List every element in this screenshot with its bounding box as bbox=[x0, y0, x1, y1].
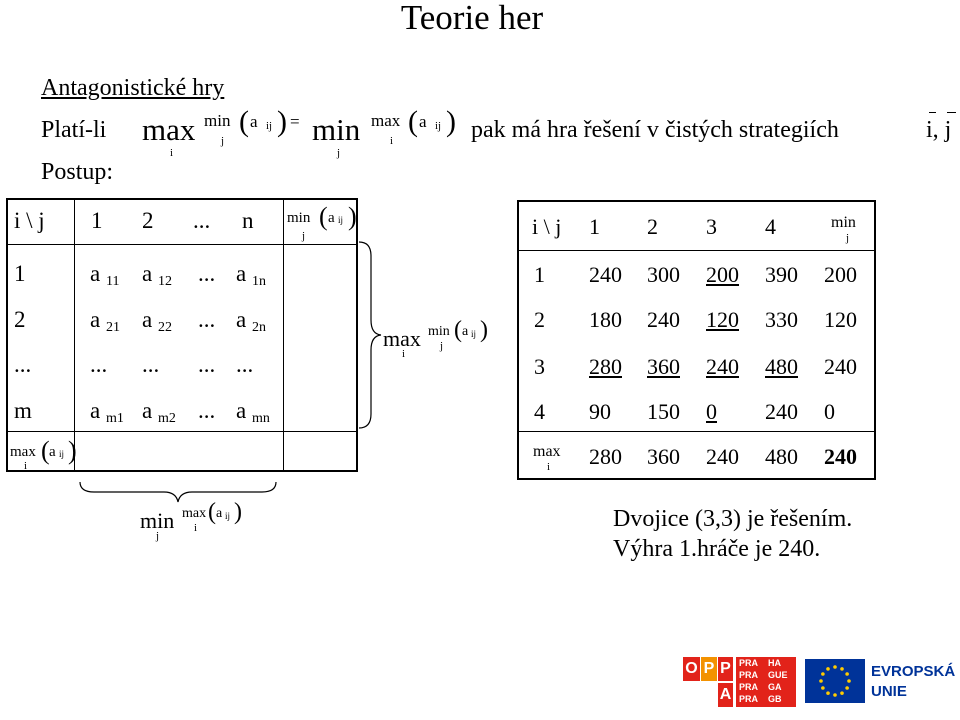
cell bbox=[142, 307, 172, 341]
col-max: 240 bbox=[706, 444, 739, 469]
eu-star bbox=[833, 693, 837, 697]
condition-text: pak má hra řešení v čistých strategiích bbox=[471, 117, 839, 143]
eu-star bbox=[833, 665, 837, 669]
praha-text: PRA bbox=[739, 670, 759, 680]
praha-text: GB bbox=[768, 694, 782, 704]
header-cell: 1 bbox=[91, 208, 103, 233]
header-cell: 2 bbox=[647, 214, 658, 239]
eu-star bbox=[845, 686, 849, 690]
praha-text: PRA bbox=[739, 694, 759, 704]
eu-star bbox=[847, 679, 851, 683]
eu-text: UNIE bbox=[871, 683, 907, 700]
row-index: ... bbox=[14, 352, 32, 377]
cell: ... bbox=[90, 352, 108, 377]
header-cell: ... bbox=[193, 208, 211, 233]
cell: 390 bbox=[765, 262, 798, 287]
formula-min-small: min bbox=[204, 111, 231, 130]
eu-star bbox=[821, 672, 825, 676]
min-index: j bbox=[302, 230, 306, 242]
cell: 240 bbox=[589, 262, 622, 287]
min-word: min bbox=[428, 324, 450, 339]
a-symbol: a bbox=[328, 210, 335, 226]
formula-min-index: j bbox=[221, 135, 225, 147]
cell bbox=[142, 398, 176, 432]
game-value: 240 bbox=[824, 444, 857, 469]
max-label: max bbox=[533, 443, 561, 460]
eu-star bbox=[826, 667, 830, 671]
row-min: 0 bbox=[824, 399, 835, 424]
formula-min-index2: j bbox=[337, 147, 341, 159]
bar-j bbox=[947, 112, 956, 113]
max-word: max bbox=[182, 506, 207, 521]
cell-value: a bbox=[236, 307, 247, 332]
oppa-letter: P bbox=[718, 657, 733, 681]
a-symbol: a bbox=[49, 444, 56, 460]
result-payoff: Výhra 1.hráče je 240. bbox=[613, 536, 821, 562]
praha-text: PRA bbox=[739, 658, 759, 668]
a-index: ij bbox=[225, 511, 231, 521]
cell-value: a bbox=[142, 261, 153, 286]
oppa-letter: P bbox=[701, 657, 717, 681]
eu-star bbox=[821, 686, 825, 690]
row-index: 2 bbox=[534, 307, 545, 332]
formula-min: min bbox=[312, 112, 361, 147]
cell-row-min: 200 bbox=[706, 262, 739, 287]
cell-col-max: 280 bbox=[589, 354, 622, 379]
a-symbol: a bbox=[216, 506, 223, 521]
condition-label: Platí-li bbox=[41, 117, 107, 143]
bar-i bbox=[929, 112, 936, 113]
general-payoff-table bbox=[6, 198, 358, 472]
eu-star bbox=[826, 691, 830, 695]
col-max: 280 bbox=[589, 444, 622, 469]
cell: 180 bbox=[589, 307, 622, 332]
pure-strategies-label: i, j bbox=[926, 117, 952, 143]
praha-logo bbox=[736, 657, 796, 707]
divider bbox=[283, 200, 284, 470]
formula-lparen: ( bbox=[239, 105, 249, 138]
cell-sub: m2 bbox=[157, 411, 176, 426]
col-max-formula bbox=[10, 436, 77, 472]
min-header-index: j bbox=[846, 232, 850, 244]
max-index: i bbox=[402, 348, 406, 360]
lparen: ( bbox=[454, 317, 462, 343]
cell-sub: 12 bbox=[157, 274, 172, 289]
eu-star bbox=[819, 679, 823, 683]
cell-value: a bbox=[90, 398, 101, 423]
cell bbox=[90, 261, 119, 295]
cell-value: a bbox=[90, 307, 101, 332]
row-index: 2 bbox=[14, 307, 26, 332]
min-index: j bbox=[440, 340, 444, 352]
a-index: ij bbox=[471, 329, 477, 339]
cell: 150 bbox=[647, 399, 680, 424]
max-word: max bbox=[383, 326, 421, 351]
praha-text: GA bbox=[768, 682, 782, 692]
cell-saddle-point: 240 bbox=[706, 354, 739, 379]
cell: 240 bbox=[765, 399, 798, 424]
praha-text: PRA bbox=[739, 682, 759, 692]
row-index: 1 bbox=[14, 261, 26, 286]
rparen: ) bbox=[348, 202, 357, 231]
max-word: max bbox=[10, 444, 36, 460]
oppa-letter: O bbox=[683, 657, 700, 681]
formula-max: max bbox=[142, 112, 196, 147]
oppa-letter: A bbox=[718, 683, 733, 707]
cell-sub: 2n bbox=[251, 320, 266, 335]
header-cell: n bbox=[242, 208, 254, 233]
formula-max-index: i bbox=[170, 147, 174, 159]
cell-col-max: 480 bbox=[765, 354, 798, 379]
row-min-formula bbox=[287, 204, 357, 242]
header-cell: 3 bbox=[706, 214, 717, 239]
cell-value: a bbox=[90, 261, 101, 286]
lparen: ( bbox=[208, 499, 216, 525]
cell-row-min: 0 bbox=[706, 399, 717, 424]
cell-sub: 11 bbox=[105, 274, 120, 289]
cell: ... bbox=[198, 261, 216, 286]
formula-max-small: max bbox=[371, 111, 401, 130]
praha-text: HA bbox=[768, 658, 781, 668]
rparen: ) bbox=[480, 317, 488, 343]
cell: ... bbox=[198, 307, 216, 332]
section-heading: Antagonistické hry bbox=[41, 75, 225, 101]
formula-a: a bbox=[250, 112, 258, 131]
lparen: ( bbox=[319, 202, 328, 231]
cell: 330 bbox=[765, 307, 798, 332]
oppa-logo bbox=[683, 657, 733, 707]
procedure-label: Postup: bbox=[41, 159, 114, 185]
formula-a-index: ij bbox=[266, 120, 273, 132]
cell-value: a bbox=[142, 307, 153, 332]
eu-star bbox=[840, 667, 844, 671]
row-index: 3 bbox=[534, 354, 545, 379]
min-header: min bbox=[831, 214, 856, 231]
a-index: ij bbox=[59, 449, 65, 459]
praha-text: GUE bbox=[768, 670, 788, 680]
row-index: 1 bbox=[534, 262, 545, 287]
col-max: 360 bbox=[647, 444, 680, 469]
maximin-formula bbox=[383, 318, 493, 362]
right-brace bbox=[355, 240, 385, 430]
cell-value: a bbox=[142, 398, 153, 423]
divider bbox=[74, 200, 75, 470]
formula-a2: a bbox=[419, 112, 427, 131]
a-index: ij bbox=[338, 215, 344, 225]
cell bbox=[236, 398, 270, 432]
row-min: 120 bbox=[824, 307, 857, 332]
formula-max-index2: i bbox=[390, 135, 394, 147]
cell-value: a bbox=[236, 398, 247, 423]
header-cell: 4 bbox=[765, 214, 776, 239]
header-cell: i \ j bbox=[532, 214, 562, 239]
cell-value: a bbox=[236, 261, 247, 286]
divider bbox=[519, 250, 874, 251]
cell bbox=[90, 307, 120, 341]
row-min: 200 bbox=[824, 262, 857, 287]
cell bbox=[142, 261, 172, 295]
cell-row-min: 120 bbox=[706, 307, 739, 332]
divider bbox=[519, 431, 874, 432]
row-min: 240 bbox=[824, 354, 857, 379]
header-cell: 1 bbox=[589, 214, 600, 239]
result-solution: Dvojice (3,3) je řešením. bbox=[613, 506, 853, 532]
header-cell: 2 bbox=[142, 208, 154, 233]
cell: 240 bbox=[647, 307, 680, 332]
formula-rparen: ) bbox=[277, 105, 287, 138]
min-index: j bbox=[156, 530, 160, 542]
cell-col-max: 360 bbox=[647, 354, 680, 379]
max-index: i bbox=[194, 522, 198, 534]
col-max: 480 bbox=[765, 444, 798, 469]
eu-star bbox=[840, 691, 844, 695]
minimax-bottom-formula bbox=[140, 500, 250, 544]
max-index: i bbox=[24, 460, 28, 472]
cell bbox=[90, 398, 124, 432]
divider bbox=[8, 431, 356, 432]
cell: ... bbox=[198, 398, 216, 423]
cell-sub: 21 bbox=[105, 320, 120, 335]
divider bbox=[8, 244, 356, 245]
row-index: 4 bbox=[534, 399, 545, 424]
lparen: ( bbox=[41, 436, 50, 465]
cell: 90 bbox=[589, 399, 611, 424]
cell bbox=[236, 307, 266, 341]
cell: 300 bbox=[647, 262, 680, 287]
min-word: min bbox=[287, 210, 311, 226]
cell: ... bbox=[236, 352, 254, 377]
formula-equals: = bbox=[290, 112, 300, 131]
rparen: ) bbox=[68, 436, 77, 465]
rparen: ) bbox=[234, 499, 242, 525]
cell: ... bbox=[198, 352, 216, 377]
cell-sub: mn bbox=[251, 411, 270, 426]
row-index: m bbox=[14, 398, 32, 423]
formula-lparen2: ( bbox=[408, 105, 418, 138]
cell-sub: 22 bbox=[157, 320, 172, 335]
header-cell: i \ j bbox=[14, 208, 45, 233]
min-word: min bbox=[140, 508, 175, 533]
cell-sub: m1 bbox=[105, 411, 124, 426]
page-title: Teorie her bbox=[400, 0, 544, 37]
pure-strategies bbox=[926, 117, 951, 143]
eu-logo-bar bbox=[683, 657, 956, 707]
formula-a-index2: ij bbox=[435, 120, 442, 132]
eu-text: EVROPSKÁ bbox=[871, 663, 956, 680]
a-symbol: a bbox=[462, 324, 469, 339]
formula-rparen2: ) bbox=[446, 105, 456, 138]
cell bbox=[236, 261, 266, 295]
max-label-index: i bbox=[547, 461, 551, 473]
cell: ... bbox=[142, 352, 160, 377]
eu-flag-icon bbox=[805, 659, 865, 703]
cell-sub: 1n bbox=[251, 274, 266, 289]
minimax-formula bbox=[140, 105, 470, 160]
eu-star bbox=[845, 672, 849, 676]
payoff-example-table bbox=[517, 200, 876, 480]
